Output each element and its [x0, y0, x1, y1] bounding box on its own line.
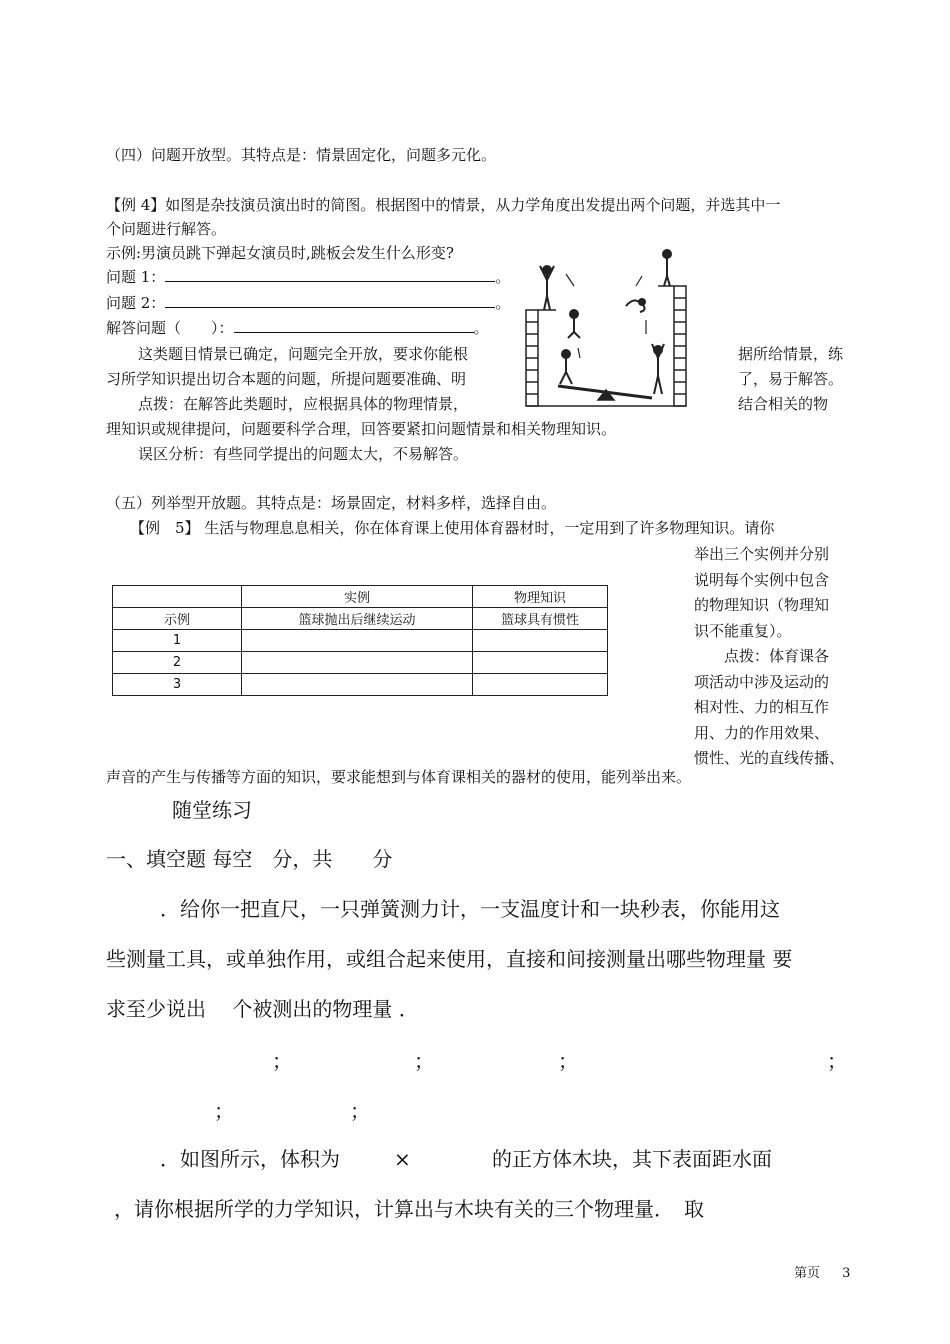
table-input-cell[interactable] — [473, 674, 608, 696]
practice-q1-line1: ．给你一把直尺，一只弹簧测力计，一支温度计和一块秒表，你能用这 — [160, 897, 780, 921]
practice-q1-line2: 些测量工具，或单独作用，或组合起来使用，直接和间接测量出哪些物理量 要 — [106, 947, 793, 971]
table-row — [113, 652, 608, 674]
para3-right: 结合相关的物 — [738, 395, 829, 413]
table-row — [113, 608, 608, 630]
side-line: 识不能重复）。 — [694, 621, 792, 640]
example5-line1: 【例 5】 生活与物理息息相关，你在体育课上使用体育器材时，一定用到了许多物理知识。请你 — [130, 519, 775, 537]
question2-label: 问题 2： — [106, 294, 166, 312]
answer-separator: ； — [558, 1049, 578, 1073]
table-sample-example: 篮球抛出后继续运动 — [242, 608, 473, 630]
para4: 理知识或规律提问，问题要科学合理，回答要紧扣问题情景和相关物理知识。 — [106, 420, 617, 438]
practice-part1: 一、填空题 每空 分，共 分 — [106, 847, 393, 871]
side-line: 项活动中涉及运动的 — [694, 672, 830, 691]
answer-separator: ； — [414, 1049, 434, 1073]
table-input-cell[interactable] — [473, 652, 608, 674]
practice-title: 随堂练习 — [172, 798, 252, 822]
page-number: 3 — [842, 1266, 851, 1281]
answer-label: 解答问题（ ）： — [106, 319, 234, 337]
table-row — [113, 674, 608, 696]
example4-sample: 示例:男演员跳下弹起女演员时,跳板会发生什么形变? — [106, 244, 454, 262]
left-ladder — [526, 310, 556, 406]
example5-tail: 声音的产生与传播等方面的知识，要求能想到与体育课相关的器材的使用，能列举出来。 — [106, 768, 692, 786]
table-corner-cell — [113, 586, 242, 608]
example4-line1: 【例 4】如图是杂技演员演出时的简图。根据图中的情景，从力学角度出发提出两个问题，并选其中一 — [106, 196, 781, 214]
example5-side-text — [694, 542, 844, 772]
answer-separator: ； — [827, 1049, 847, 1073]
table-row-number: 2 — [113, 652, 242, 674]
para5: 误区分析：有些同学提出的问题太大，不易解答。 — [138, 445, 469, 463]
question1-blank[interactable] — [165, 266, 495, 282]
page-footer — [794, 1262, 850, 1281]
question2-row — [106, 292, 510, 314]
table-header-example: 实例 — [242, 586, 473, 608]
side-line: 相对性、力的相互作 — [694, 698, 830, 716]
practice-q2-line1b: 的正方体木块，其下表面距水面 — [492, 1147, 772, 1171]
question1-row — [106, 266, 510, 288]
table-row-number: 1 — [113, 630, 242, 652]
question1-label: 问题 1： — [106, 268, 166, 286]
table-sample-knowledge: 篮球具有惯性 — [473, 608, 608, 630]
side-line: 举出三个实例并分别 — [694, 545, 830, 563]
acrobat-figure — [522, 240, 722, 410]
practice-q1-line3: 求至少说出 个被测出的物理量 ． — [106, 997, 419, 1021]
answer-blank[interactable] — [234, 317, 474, 333]
question2-period: 。 — [495, 294, 511, 312]
table-row — [113, 630, 608, 652]
table-input-cell[interactable] — [242, 630, 473, 652]
side-line: 惯性、光的直线传播、 — [694, 749, 845, 767]
answer-separator: ； — [350, 1099, 370, 1123]
side-line: 点拨：体育课各 — [694, 647, 830, 665]
side-line: 用、力的作用效果、 — [694, 723, 830, 742]
practice-q2-line1a: ．如图所示，体积为 — [160, 1147, 340, 1171]
para1-right: 据所给情景，练 — [738, 345, 844, 363]
para2-left: 习所学知识提出切合本题的问题，所提问题要准确、明 — [106, 370, 467, 388]
floor-and-seesaw — [526, 386, 686, 406]
answer-row — [106, 317, 489, 339]
table-header-knowledge: 物理知识 — [473, 586, 608, 608]
practice-q2-line2: ，请你根据所学的力学知识，计算出与木块有关的三个物理量． 取 — [114, 1197, 704, 1221]
example5-table — [112, 585, 608, 696]
table-header-row — [113, 586, 608, 608]
example4-line2: 个问题进行解答。 — [106, 220, 227, 238]
para1-left: 这类题目情景已确定，问题完全开放，要求你能根 — [138, 345, 469, 363]
question2-blank[interactable] — [165, 292, 495, 308]
section4-heading: （四）问题开放型。其特点是：情景固定化，问题多元化。 — [106, 146, 497, 164]
para2-right: 了，易于解答。 — [738, 370, 844, 388]
acrobat-figures — [540, 250, 671, 394]
side-line: 说明每个实例中包含 — [694, 570, 830, 589]
table-row-number: 3 — [113, 674, 242, 696]
section5-heading: （五）列举型开放题。其特点是：场景固定，材料多样，选择自由。 — [106, 494, 557, 512]
table-input-cell[interactable] — [242, 652, 473, 674]
table-input-cell[interactable] — [242, 674, 473, 696]
para3-left: 点拨：在解答此类题时，应根据具体的物理情景， — [138, 395, 469, 413]
question1-period: 。 — [495, 268, 511, 286]
page-label: 第页 — [794, 1266, 821, 1281]
answer-separator: ； — [272, 1049, 292, 1073]
practice-q2-times: × — [394, 1147, 411, 1171]
answer-separator: ； — [214, 1099, 234, 1123]
table-row-label: 示例 — [113, 608, 242, 630]
answer-period: 。 — [473, 319, 489, 337]
side-line: 的物理知识（物理知 — [694, 596, 830, 614]
table-input-cell[interactable] — [473, 630, 608, 652]
